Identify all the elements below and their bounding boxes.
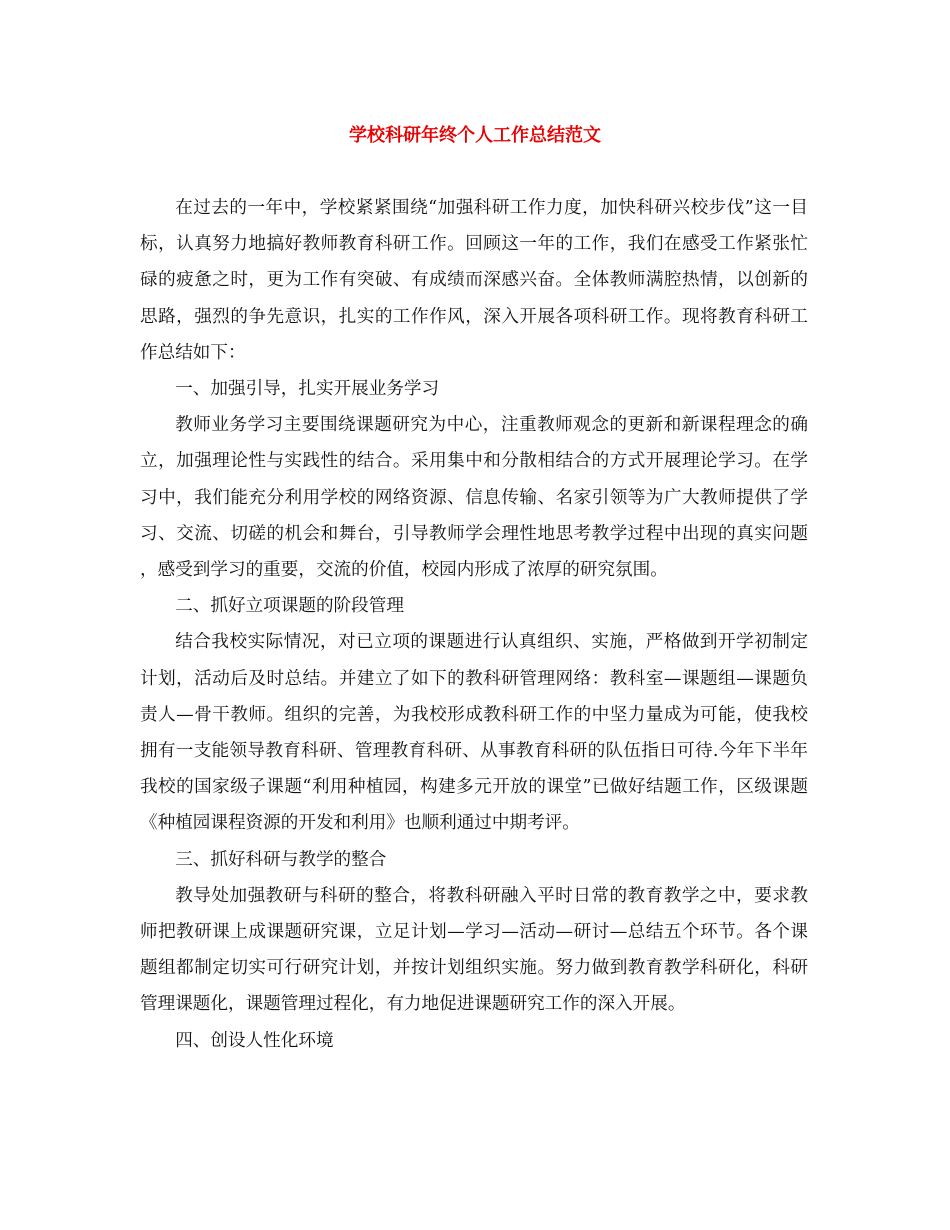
- intro-paragraph: 在过去的一年中，学校紧紧围绕“加强科研工作力度，加快科研兴校步伐”这一目标，认真努力地搞好教师教育科研工作。回顾这一年的工作，我们在感受工作紧张忙碌的疲惫之时，更为工作有突破、有成绩而深感兴奋。全体教师满腔热情，以创新的思路，强烈的争先意识，扎实的工作作风，深入开展各项科研工作。现将教育科研工作总结如下：: [140, 198, 808, 363]
- section-heading-4: 四、创设人性化环境: [175, 1030, 334, 1051]
- document-body: [140, 190, 808, 1059]
- section-heading-3: 三、抓好科研与教学的整合: [175, 849, 387, 870]
- document-title: 学校科研年终个人工作总结范文: [349, 125, 601, 146]
- section-paragraph-3: 教导处加强教研与科研的整合，将教科研融入平时日常的教育教学之中，要求教师把教研课上成课题研究课，立足计划—学习—活动—研讨—总结五个环节。各个课题组都制定切实可行研究计划，并按计划组织实施。努力做到教育教学科研化，科研管理课题化，课题管理过程化，有力地促进课题研究工作的深入开展。: [140, 885, 808, 1015]
- section-heading-1: 一、加强引导，扎实开展业务学习: [175, 379, 440, 400]
- section-paragraph-1: 教师业务学习主要围绕课题研究为中心，注重教师观念的更新和新课程理念的确立，加强理论性与实践性的结合。采用集中和分散相结合的方式开展理论学习。在学习中，我们能充分利用学校的网络资源、信息传输、名家引领等为广大教师提供了学习、交流、切磋的机会和舞台，引导教师学会理性地思考教学过程中出现的真实问题，感受到学习的重要，交流的价值，校园内形成了浓厚的研究氛围。: [140, 415, 808, 581]
- section-heading-2: 二、抓好立项课题的阶段管理: [175, 596, 404, 617]
- section-paragraph-2: 结合我校实际情况，对已立项的课题进行认真组织、实施，严格做到开学初制定计划，活动后及时总结。并建立了如下的教科研管理网络：教科室—课题组—课题负责人—骨干教师。组织的完善，为我校形成教科研工作的中坚力量成为可能，使我校拥有一支能领导教育科研、管理教育科研、从事教育科研的队伍指日可待.今年下半年我校的国家级子课题“利用种植园，构建多元开放的课堂”已做好结题工作，区级课题《种植园课程资源的开发和利用》也顺利通过中期考评。: [140, 632, 808, 834]
